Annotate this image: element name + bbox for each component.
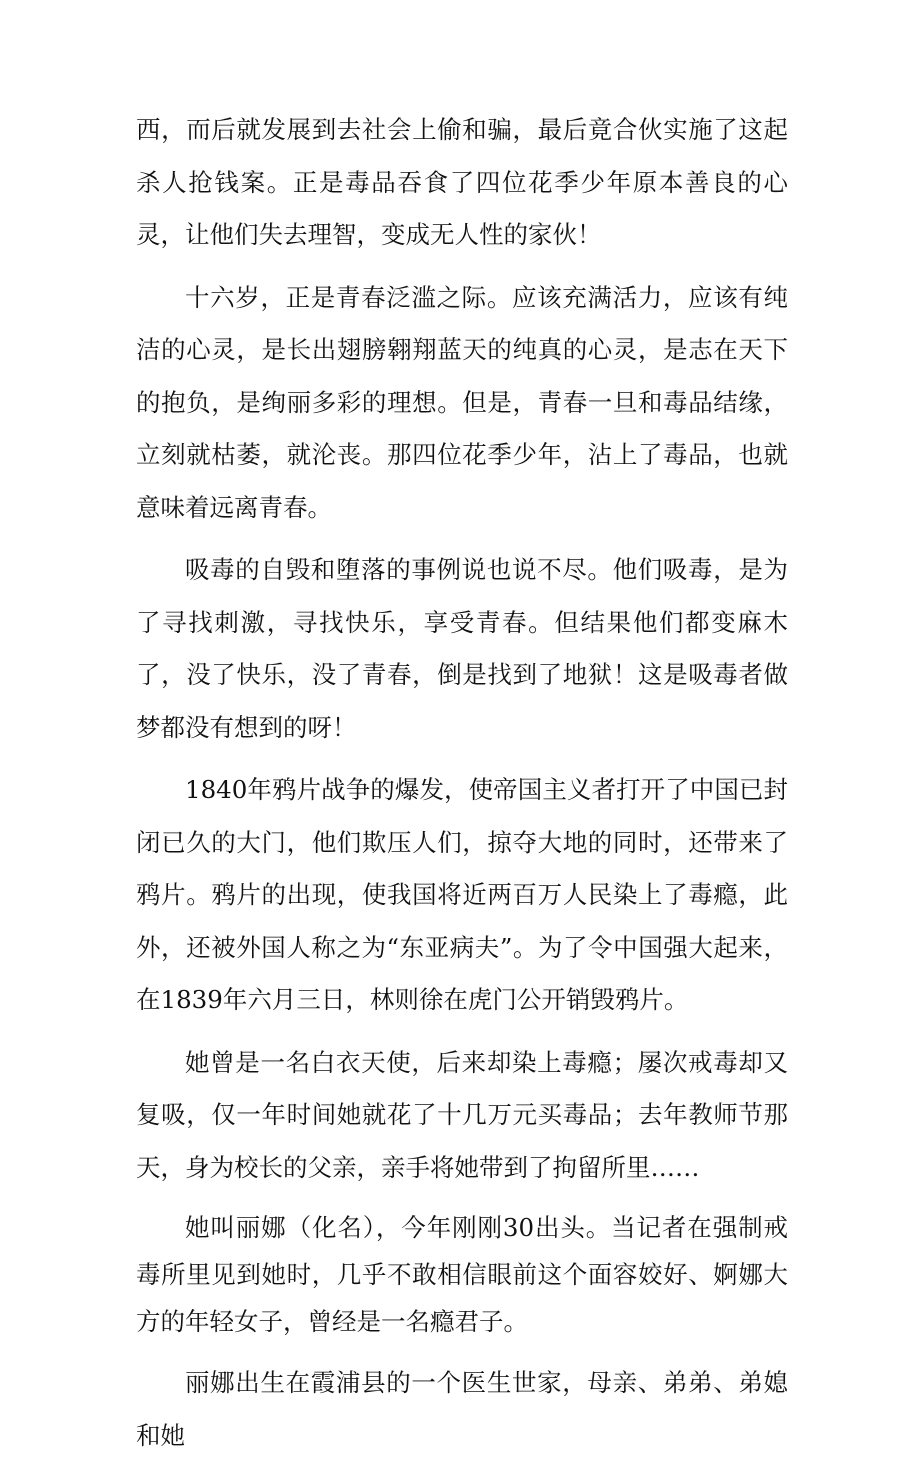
document-body: [136, 104, 788, 1472]
paragraph-3: 吸毒的自毁和堕落的事例说也说不尽。他们吸毒，是为了寻找刺激，寻找快乐，享受青春。但结果他们都变麻木了，没了快乐，没了青春，倒是找到了地狱！这是吸毒者做梦都没有想到的呀！: [136, 555, 788, 742]
paragraph-4: 1840年鸦片战争的爆发，使帝国主义者打开了中国已封闭已久的大门，他们欺压人们，掠夺大地的同时，还带来了鸦片。鸦片的出现，使我国将近两百万人民染上了毒瘾，此外，还被外国人称之为“东亚病夫”。为了令中国强大起来，在1839年六月三日，林则徐在虎门公开销毁鸦片。: [136, 775, 788, 1014]
paragraph-5: 她曾是一名白衣天使，后来却染上毒瘾；屡次戒毒却又复吸，仅一年时间她就花了十几万元买毒品；去年教师节那天，身为校长的父亲，亲手将她带到了拘留所里……: [136, 1047, 788, 1182]
paragraph-6: 她叫丽娜（化名），今年刚刚30出头。当记者在强制戒毒所里见到她时，几乎不敢相信眼前这个面容姣好、婀娜大方的年轻女子，曾经是一名瘾君子。: [136, 1213, 788, 1336]
paragraph-1: 西，而后就发展到去社会上偷和骗，最后竟合伙实施了这起杀人抢钱案。正是毒品吞食了四位花季少年原本善良的心灵，让他们失去理智，变成无人性的家伙！: [136, 115, 788, 249]
paragraph-2: 十六岁，正是青春泛滥之际。应该充满活力，应该有纯洁的心灵，是长出翅膀翱翔蓝天的纯真的心灵，是志在天下的抱负，是绚丽多彩的理想。但是，青春一旦和毒品结缘，立刻就枯萎，就沦丧。那四位花季少年，沾上了毒品，也就意味着远离青春。: [136, 282, 788, 522]
paragraph-7: 丽娜出生在霞浦县的一个医生世家，母亲、弟弟、弟媳和她: [136, 1368, 788, 1450]
